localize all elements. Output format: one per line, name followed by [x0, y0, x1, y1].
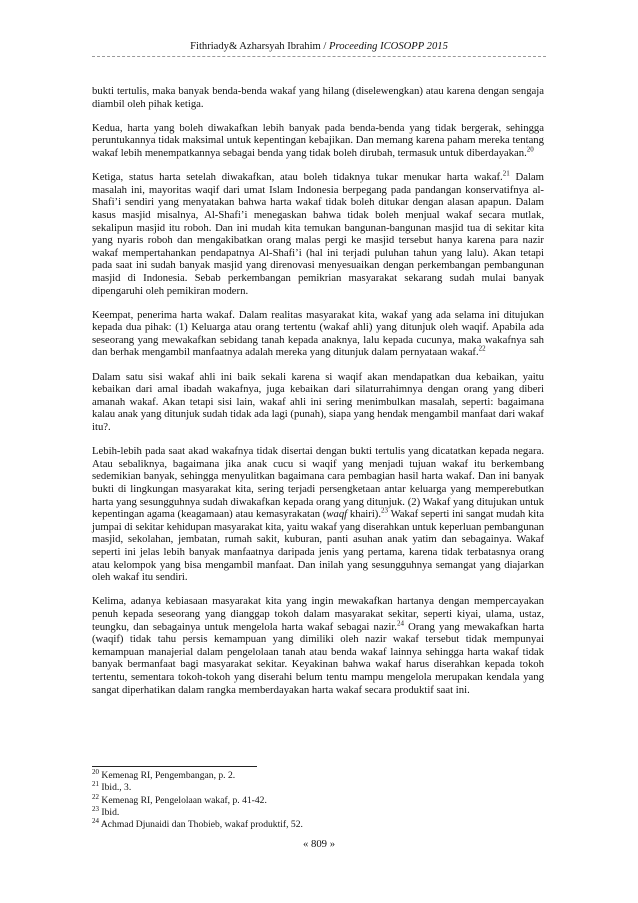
- footnote-24: $^{24}$ Achmad Djunaidi dan Thobieb, wakaf produktif, 52.: [92, 817, 303, 831]
- paragraph-2: Kedua, harta yang boleh diwakafkan lebih banyak pada benda-benda yang tidak bergerak, sehingga peruntukannya tidak maksimal untuk kepentingan kebajikan. Dan memang karena paham mereka tentang wakaf lebih menempatkannya sebagai benda yang tidak boleh dirubah, termasuk untuk diberdayakan.$^{20}$: [92, 121, 544, 159]
- paragraph-7: Kelima, adanya kebiasaan masyarakat kita yang ingin mewakafkan hartanya dengan mempercayakan penuh kepada seseorang yang dianggap tokoh dalam masyarakat sekitar, seperti kiyai, ulama, ustaz, teungku, dan sebagainya untuk mengelola harta wakaf sebagai nazir.$^{24}$ Orang yang mewakafkan harta (waqif) tidak tahu persis kemampuan yang dimiliki oleh nazir wakaf tersebut tidak mempunyai kemampuan manajerial dalam pengelolaan tanah atau benda wakaf lainnya sehingga harta wakaf tidak banyak bermanfaat bagi masyarakat sekitar. Keyakinan bahwa wakaf harus diserahkan kepada tokoh tertentu, sementara tokoh-tokoh yang diserahi belum tentu mampu mengelola merupakan kendala yang sangat diperhatikan dalam rangka memberdayakan harta wakaf secara produktif saat ini.: [92, 595, 544, 696]
- footnote-23: $^{23}$ Ibid.: [92, 804, 120, 818]
- paragraph-3: Ketiga, status harta setelah diwakafkan, atau boleh tidaknya tukar menukar harta wakaf.$^{21}$ Dalam masalah ini, mayoritas waqif dari umat Islam Indonesia berpegang pada pandangan konservatifnya al-Shafi’i sendiri yang menyatakan bahwa harta wakaf tidak boleh ditukar dengan alasan apapun. Dalam kasus masjid misalnya, Al-Shafi’i menegaskan bahwa tidak boleh menjual wakaf secara mutlak, sekalipun masjid itu roboh. Dan ini mudah kita temukan bangunan-bangunan masjid tua di sekitar kita yang nyaris roboh dan mengakibatkan orang malas pergi ke masjid tersebut hanya karena para nazir wakaf mempertahankan pendapatnya Al-Shafi’i (hal ini terjadi puluhan tahun yang lalu). Akan tetapi pada saat ini sudah banyak masjid yang direnovasi menyesuaikan dengan perkembangan pembangunan masjid di Indonesia. Sebab perkembangan pemikrian masyarakat sekarang sudah mulai banyak dipengaruhi oleh pemikiran modern.: [92, 169, 544, 297]
- body-text: [92, 85, 544, 708]
- footnote-21: $^{21}$ Ibid., 3.: [92, 780, 132, 794]
- paragraph-6: Lebih-lebih pada saat akad wakafnya tidak disertai dengan bukti tertulis yang dicatatkan kepada negara. Atau sebaliknya, bagaimana jika anak cucu si waqif yang menjadi tujuan wakaf itu berkembang sedemikian banyak, sehingga menyulitkan bagaimana cara pembagian hasil harta wakaf. Dan ini banyak bukti di lingkungan masyarakat kita, sering terjadi persengketaan antar keluarga yang memperebutkan harta yang sesungguhnya sudah diwakafkan kepada orang yang ditunjuk. (2) Wakaf yang ditujukan untuk kepentingan agama (keagamaan) atau kemasyrakatan (waqf khairi).$^{23}$ Wakaf seperti ini sangat mudah kita jumpai di sekitar kehidupan masyarakat kita, yaitu wakaf yang diserahkan untuk keperluan pembangunan masjid, sekolahan, jembatan, rumah sakit, kuburan, panti asuhan anak yatim dan sebagainya. Wakaf seperti ini jelas lebih banyak manfaatnya daripada jenis yang pertama, karena tidak terbatasnya orang atau kelompok yang bisa mengambil manfaat. Dan inilah yang sesungguhnya semangat yang diajarkan oleh wakaf itu sendiri.: [92, 445, 544, 584]
- italic-term: waqf: [326, 508, 348, 521]
- header-proceeding: Proceeding ICOSOPP 2015: [329, 41, 448, 52]
- paragraph-5: Dalam satu sisi wakaf ahli ini baik sekali karena si waqif akan mendapatkan dua kebaikan, yaitu kebaikan dari amal ibadah wakafnya, juga kebaikan dari silaturrahimnya dengan orang yang diberi amanah wakaf. Akan tetapi sisi lain, wakaf ahli ini sering menimbulkan masalah, seperti: bagaimana kalau anak yang ditunjuk sudah tidak ada lagi (punah), siapa yang hendak mengambil manfaat dari wakaf itu?.: [92, 370, 544, 434]
- running-header: [92, 40, 546, 53]
- footnotes: [92, 767, 544, 831]
- footnote-ref-24[interactable]: 24: [396, 618, 404, 627]
- footnote-ref-21[interactable]: 21: [502, 169, 510, 178]
- header-authors: Fithriady& Azharsyah Ibrahim /: [190, 41, 329, 52]
- paragraph-1: bukti tertulis, maka banyak benda-benda wakaf yang hilang (diselewengkan) atau karena dengan sengaja diambil oleh pihak ketiga.: [92, 85, 544, 110]
- footnote-rule: [92, 766, 257, 767]
- page-number: « 809 »: [302, 838, 336, 850]
- paragraph-4: Keempat, penerima harta wakaf. Dalam realitas masyarakat kita, wakaf yang ada selama ini ditujukan kepada dua pihak: (1) Keluarga atau orang tertentu (wakaf ahli) yang ditunjuk oleh waqif. Apabila ada seseorang yang mewakafkan sebidang tanah kepada anaknya, lalu kepada cucunya, maka wakafnya sah dan berhak mengambil manfaatnya adalah mereka yang ditunjuk dalam pernyataan wakaf.$^{22}$: [92, 308, 544, 359]
- footnote-ref-23[interactable]: 23: [381, 506, 389, 515]
- footnote-ref-22[interactable]: 22: [478, 344, 486, 353]
- footnote-ref-20[interactable]: 20: [526, 145, 534, 154]
- footnote-20: $^{20}$ Kemenag RI, Pengembangan, p. 2.: [92, 767, 236, 781]
- header-rule: [92, 56, 546, 57]
- footnote-22: $^{22}$ Kemenag RI, Pengelolaan wakaf, p. 41-42.: [92, 792, 267, 806]
